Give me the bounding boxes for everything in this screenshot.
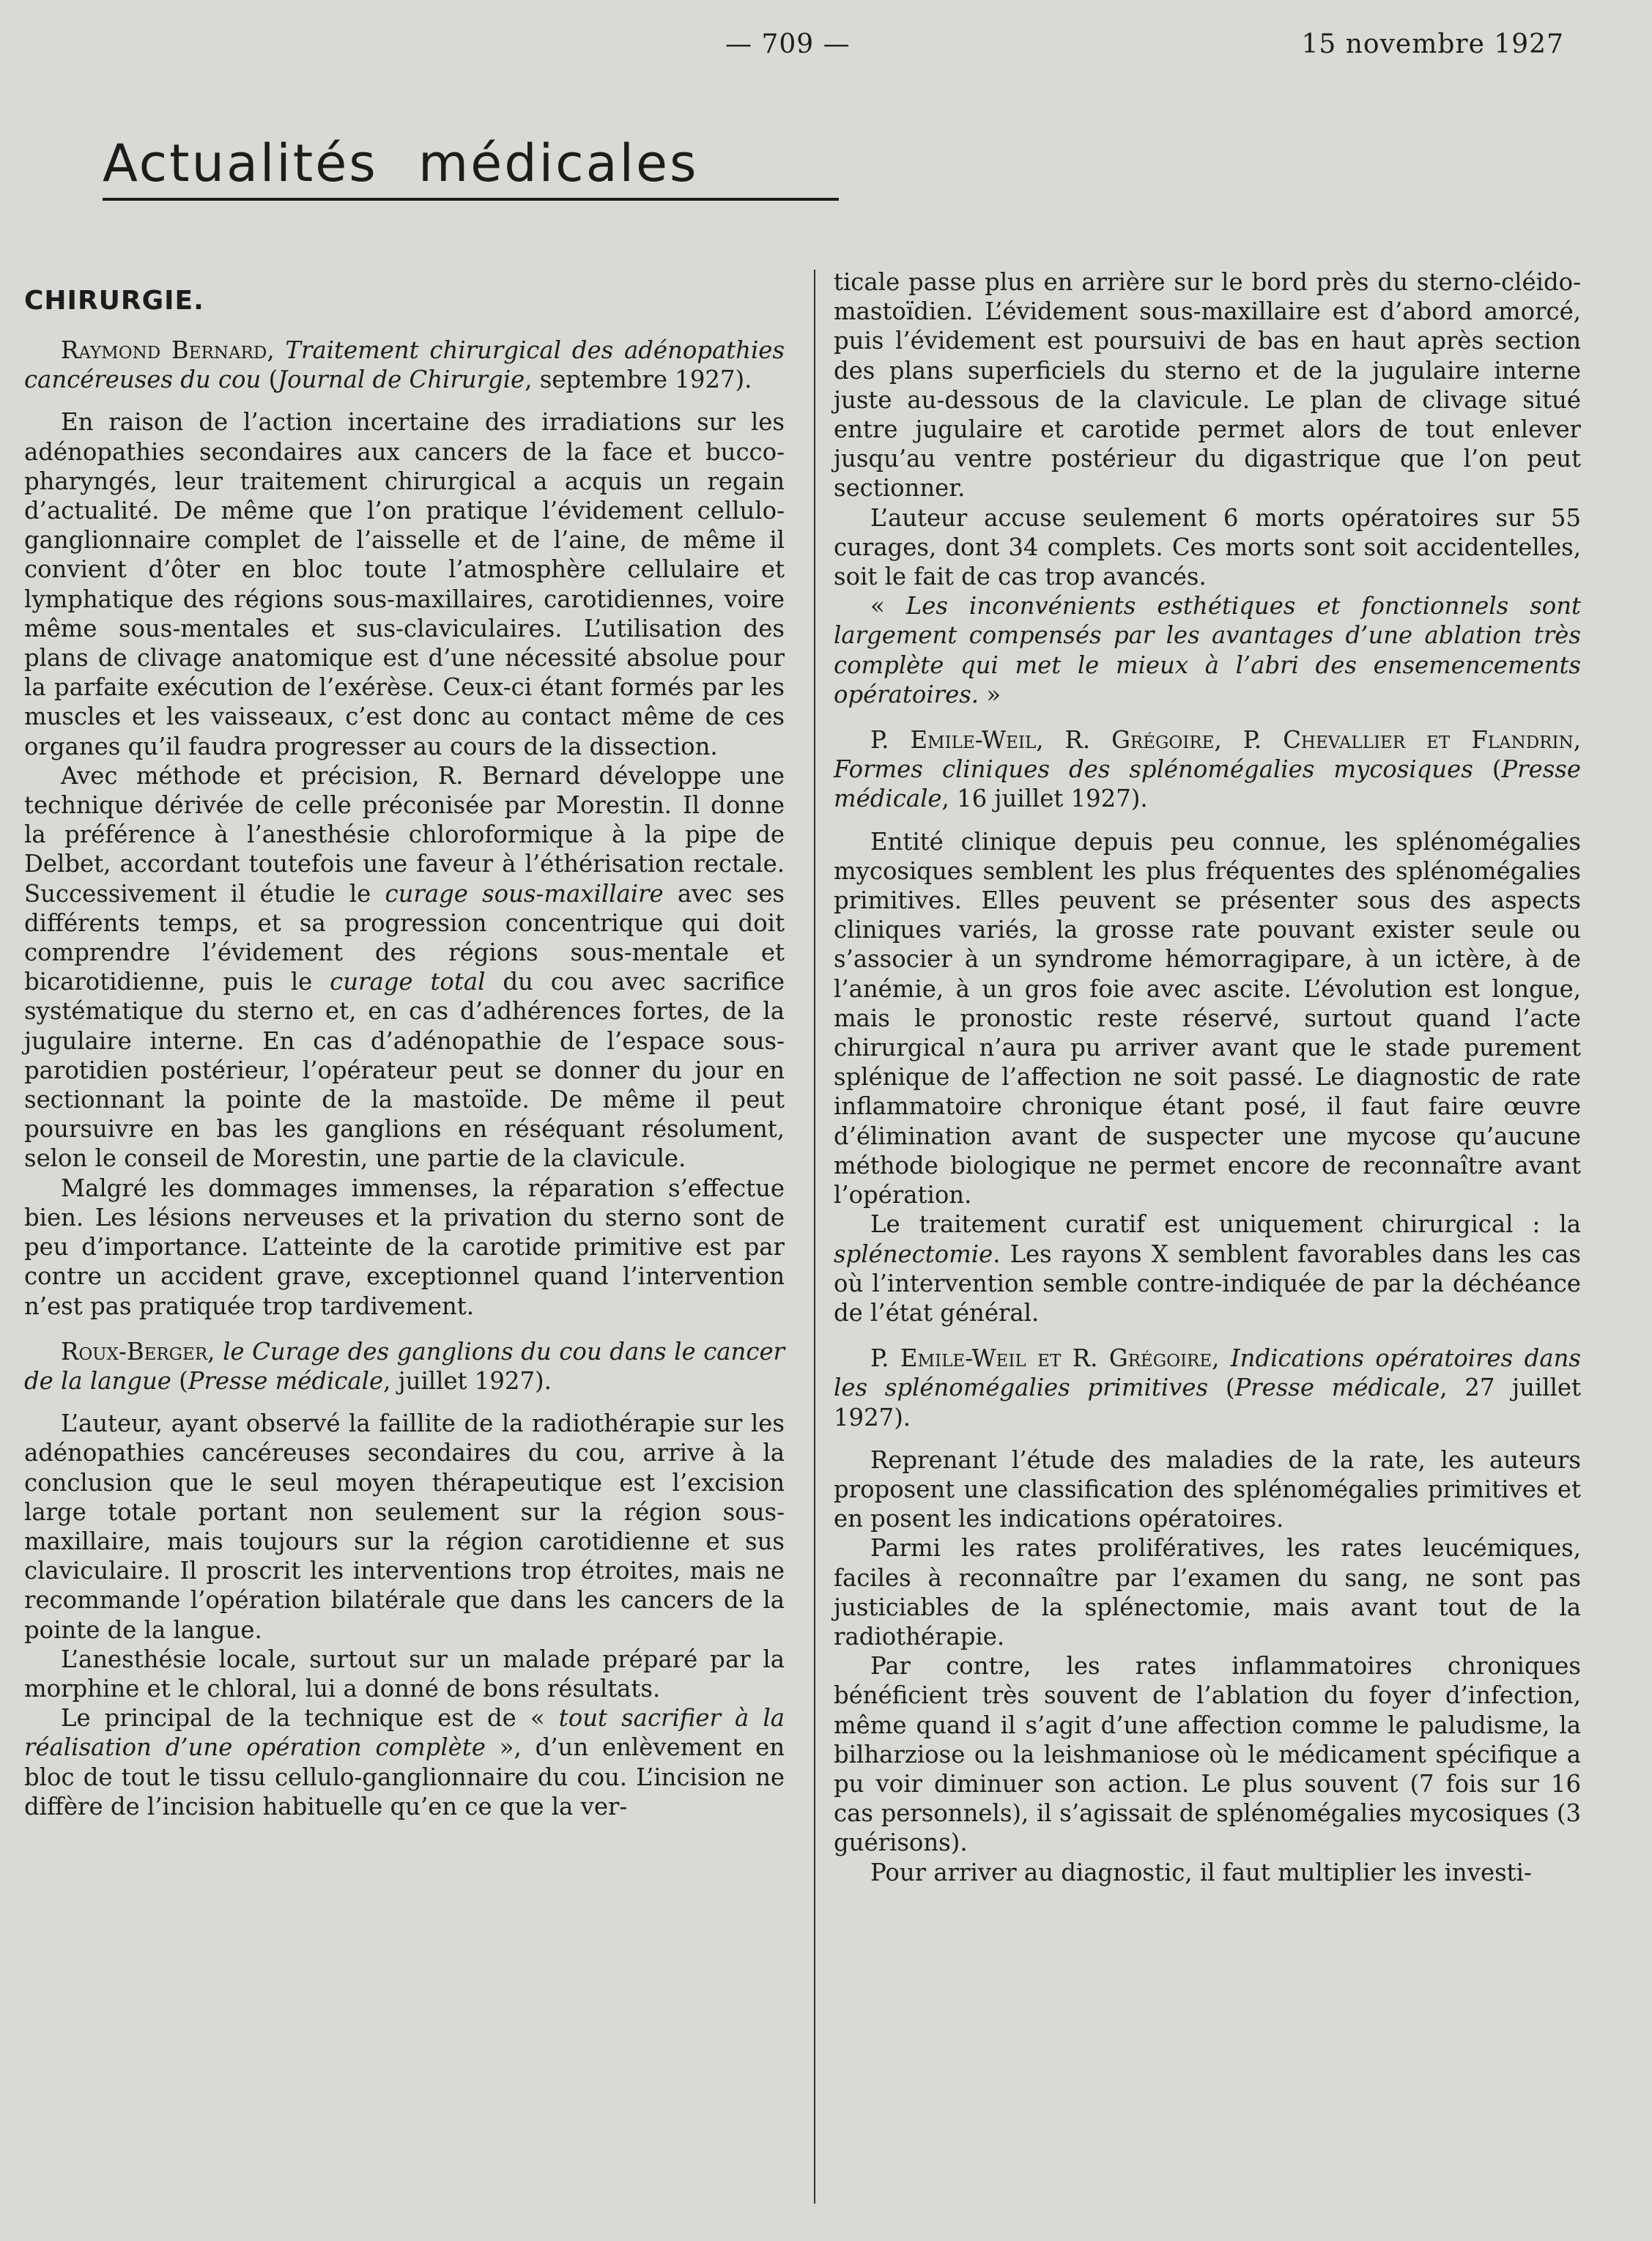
italic-run: curage sous-maxillaire <box>385 879 664 908</box>
reference-journal: Presse médicale <box>834 755 1581 813</box>
paragraph: Pour arriver au diagnostic, il faut multiplier les investi- <box>870 1858 1532 1886</box>
paragraph <box>24 1703 785 1821</box>
title-underline <box>103 198 839 201</box>
reference-journal: Presse médicale <box>1234 1374 1440 1402</box>
paragraph <box>24 761 785 1174</box>
right-column <box>834 267 1581 1887</box>
issue-date: 15 novembre 1927 <box>1301 29 1564 59</box>
reference-journal: Journal de Chirurgie <box>278 366 525 394</box>
text-run: », d’un enlèvement en bloc de tout le tissu cellulo-ganglionnaire du cou. L’incision ne diffère de l’incision habituelle qu’en ce que la ver- <box>24 1733 785 1820</box>
text-run: . Les rayons X semblent favorables dans les cas où l’intervention semble contre-indiquée de par la déchéance de l’état général. <box>834 1240 1581 1327</box>
article-reference <box>834 1344 1581 1432</box>
rubric-heading: CHIRURGIE. <box>24 286 204 316</box>
paragraph: ticale passe plus en arrière sur le bord près du sterno-cléido-mastoïdien. L’évidement sous-maxillaire est d’abord amorcé, puis l’évidement est poursuivi de bas en haut après section des plans superficiels du sterno et de la jugulaire interne juste au-dessous de la clavicule. Le plan de clivage situé entre jugulaire et carotide permet alors de tout enlever jusqu’au ventre postérieur du digastrique que l’on peut sectionner. <box>834 268 1581 503</box>
reference-title: le Curage des ganglions du cou dans le cancer de la langue <box>24 1337 785 1395</box>
reference-title: Traitement chirurgical des adénopathies cancéreuses du cou <box>24 336 785 394</box>
paragraph: Par contre, les rates inflammatoires chroniques bénéficient très souvent de l’ablation du foyer d’infection, même quand il s’agit d’une affection comme le paludisme, la bilharziose ou la leishmaniose où le médicament spécifique a pu voir diminuer son action. Le plus souvent (7 fois sur 16 cas personnels), il s’agissait de splénomégalies mycosiques (3 guérisons). <box>834 1652 1581 1857</box>
paragraph: L’auteur accuse seulement 6 morts opératoires sur 55 curages, dont 34 complets. Ces morts sont soit accidentelles, soit le fait de cas trop avancés. <box>834 503 1581 591</box>
article-reference <box>834 725 1581 814</box>
text-run: avec ses différents temps, et sa progression concentrique qui doit comprendre l’évidement des régions sous-mentale et bicarotidienne, puis le <box>24 879 785 996</box>
reference-source-open: ( <box>261 366 278 394</box>
text-run: , <box>1573 726 1581 755</box>
reference-author: P. Emile-Weil et R. Grégoire <box>870 1344 1212 1373</box>
article-reference: Roux-Berger, le Curage des ganglions du cou dans le cancer de la langue (Presse médicale, juillet 1927). <box>24 1337 785 1395</box>
page-number: — 709 — <box>725 29 851 59</box>
reference-author: P. Emile-Weil, R. Grégoire, P. Chevallier et Flandrin <box>870 726 1574 755</box>
text-run: du cou avec sacrifice systématique du sterno et, en cas d’adhérences fortes, de la jugulaire interne. En cas d’adénopathie de l’espace sous-parotidien postérieur, l’opérateur peut se donner du jour en sectionnant la pointe de la mastoïde. De même il peut poursuivre en bas les ganglions en réséquant résolument, selon le conseil de Morestin, une partie de la clavicule. <box>24 968 785 1173</box>
reference-source-close: , juillet 1927). <box>383 1366 552 1395</box>
article-reference: Raymond Bernard, Traitement chirurgical des adénopathies cancéreuses du cou (Journal de Chirurgie, septembre 1927). <box>24 336 785 394</box>
paragraph: Malgré les dommages immenses, la réparation s’effectue bien. Les lésions nerveuses et la privation du sterno sont de peu d’importance. L’atteinte de la carotide primitive est par contre un accident grave, exceptionnel quand l’intervention n’est pas pratiquée trop tardivement. <box>24 1174 785 1320</box>
reference-source-close: , 27 juillet 1927). <box>834 1374 1582 1431</box>
italic-run: splénectomie <box>834 1240 993 1268</box>
italic-run: Les inconvénients esthétiques et fonctionnels sont largement compensés par les avantages d’une ablation très complète qui met le mieux à l’abri des ensemencements opératoires. <box>834 592 1581 708</box>
column-divider <box>814 270 815 2204</box>
paragraph: L’auteur, ayant observé la faillite de la radiothérapie sur les adénopathies cancéreuses secondaires du cou, arrive à la conclusion que le seul moyen thérapeutique est l’excision large totale portant non seulement sur la région sous-maxillaire, mais toujours sur la région carotidienne et sus claviculaire. Il proscrit les interventions trop étroites, mais ne recommande l’opération bilatérale que dans les cancers de la pointe de la langue. <box>24 1410 785 1644</box>
reference-source-open: ( <box>1473 755 1502 784</box>
reference-source-open: ( <box>1208 1374 1235 1402</box>
text-run: Le principal de la technique est de « <box>61 1704 559 1733</box>
reference-source-close: , 16 juillet 1927). <box>941 785 1148 813</box>
italic-run: tout sacrifier à la réalisation d’une opération complète <box>24 1704 785 1762</box>
paragraph: Entité clinique depuis peu connue, les splénomégalies mycosiques semblent les plus fréquentes des splénomégalies primitives. Elles peuvent se présenter sous des aspects cliniques variés, la grosse rate pouvant exister seule ou s’associer à un syndrome hémorragipare, à un ictère, à de l’anémie, à un gros foie avec ascite. L’évolution est longue, mais le pronostic reste réservé, surtout quand l’acte chirurgical n’aura pu arriver avant que le stade purement splénique de l’affection ne soit passé. Le diagnostic de rate inflammatoire chronique étant posé, il faut faire œuvre d’élimination avant de suspecter une mycose qu’aucune méthode biologique ne permet encore de reconnaître avant l’opération. <box>834 827 1581 1210</box>
quote <box>834 591 1581 709</box>
text-run: , <box>1212 1344 1231 1373</box>
paragraph: En raison de l’action incertaine des irradiations sur les adénopathies secondaires aux cancers de la face et bucco-pharyngés, leur traitement chirurgical a acquis un regain d’actualité. De même que l’on pratique l’évidement cellulo-ganglionnaire complet de l’aisselle et de l’aine, de même il convient d’ôter en bloc toute l’atmosphère cellulaire et lymphatique des régions sous-maxillaires, carotidiennes, voire même sous-mentales et sus-claviculaires. L’utilisation des plans de clivage anatomique est d’une nécessité absolue pour la parfaite exécution de l’exérèse. Ceux-ci étant formés par les muscles et les vaisseaux, c’est donc au contact même de ces organes qu’il faudra progresser au cours de la dissection. <box>24 408 785 760</box>
reference-title: Indications opératoires dans les splénomégalies primitives <box>834 1344 1581 1402</box>
paragraph <box>834 1210 1581 1327</box>
text-run: Avec méthode et précision, R. Bernard développe une technique dérivée de celle préconisée par Morestin. Il donne la préférence à l’anesthésie chloroformique à la pipe de Delbet, accordant toutefois une faveur à l’éthérisation rectale. Successivement il étudie le <box>24 761 785 908</box>
reference-author: Raymond Bernard <box>61 336 267 364</box>
reference-journal: Presse médicale <box>188 1366 384 1395</box>
reference-title: Formes cliniques des splénomégalies mycosiques <box>834 755 1473 784</box>
left-column <box>24 271 785 1821</box>
paragraph: L’anesthésie locale, surtout sur un malade préparé par la morphine et le chloral, lui a donné de bons résultats. <box>24 1645 785 1703</box>
text-run: » <box>979 680 1001 708</box>
italic-run: curage total <box>330 968 486 996</box>
reference-source-open: ( <box>171 1366 188 1395</box>
reference-author: Roux-Berger <box>61 1337 208 1366</box>
paragraph: Reprenant l’étude des maladies de la rate, les auteurs proposent une classification des splénomégalies primitives et en posent les indications opératoires. <box>834 1445 1581 1533</box>
paragraph: Parmi les rates prolifératives, les rates leucémiques, faciles à reconnaître par l’examen du sang, ne sont pas justiciables de la splénectomie, mais avant tout de la radiothérapie. <box>834 1534 1581 1651</box>
text-run: Le traitement curatif est uniquement chirurgical : la <box>870 1210 1581 1239</box>
reference-source-close: , septembre 1927). <box>525 366 752 394</box>
text-run: « <box>870 592 906 621</box>
section-title: Actualités médicales <box>103 133 699 193</box>
